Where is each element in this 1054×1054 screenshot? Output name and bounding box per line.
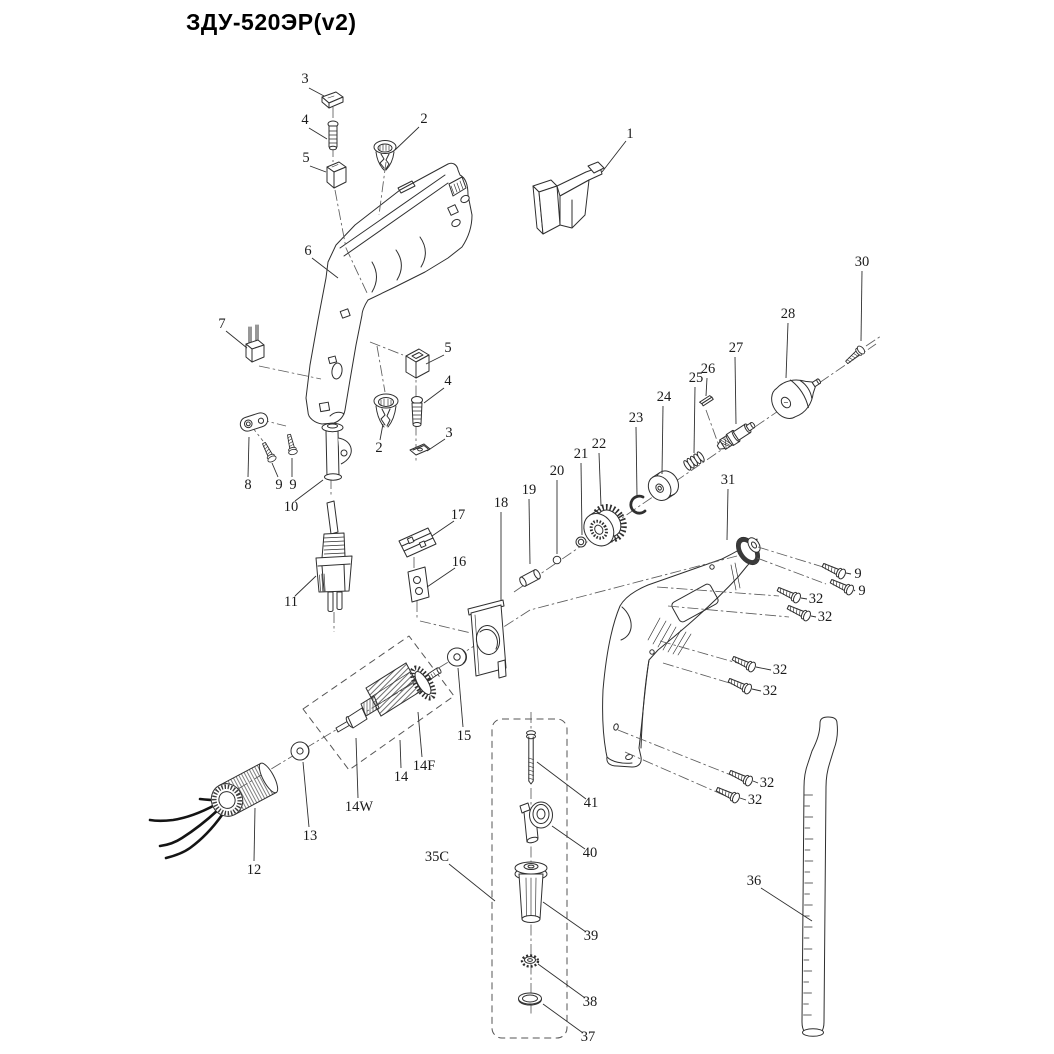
svg-text:41: 41 [583, 795, 599, 811]
svg-text:16: 16 [451, 554, 467, 570]
svg-text:31: 31 [720, 472, 736, 488]
part-31-housing-right-half [603, 533, 765, 767]
callout-9-right-1 [846, 566, 862, 582]
callout-15 [457, 668, 472, 744]
svg-text:27: 27 [728, 340, 744, 356]
svg-text:5: 5 [302, 150, 310, 166]
callout-28 [781, 306, 796, 378]
svg-text:37: 37 [580, 1029, 596, 1045]
part-18-bearing-bracket [468, 600, 506, 678]
part-37-handle-cap [519, 993, 542, 1005]
part-2-brush-cap-top [374, 141, 396, 171]
part-20-ball [553, 556, 561, 564]
callout-25 [689, 370, 704, 453]
part-9-screw-left-2 [285, 434, 298, 456]
svg-text:32: 32 [762, 683, 778, 699]
callout-9-right-2 [854, 583, 866, 599]
part-26-key [700, 395, 714, 406]
part-17-brush-holder [399, 528, 436, 557]
svg-text:21: 21 [573, 446, 589, 462]
callout-20 [550, 463, 565, 554]
svg-text:3: 3 [445, 425, 453, 441]
svg-text:35C: 35C [424, 849, 450, 865]
callout-9-left-1 [272, 463, 283, 493]
callout-13 [303, 762, 318, 844]
svg-text:4: 4 [301, 112, 309, 128]
svg-text:8: 8 [244, 477, 252, 493]
callout-3-lower [427, 425, 453, 451]
part-32-screw-4 [727, 675, 753, 695]
part-9-screw-right-2 [829, 576, 855, 596]
svg-text:7: 7 [218, 316, 226, 332]
svg-text:10: 10 [283, 499, 299, 515]
part-14-armature [336, 663, 442, 732]
svg-text:25: 25 [688, 370, 704, 386]
part-9-screw-right-1 [821, 560, 847, 580]
svg-text:32: 32 [772, 662, 788, 678]
part-23-circlip [631, 496, 645, 513]
callout-14 [394, 740, 409, 785]
callout-32-3 [756, 662, 787, 678]
callout-30 [855, 254, 870, 341]
part-32-screw-3 [731, 653, 757, 673]
svg-text:32: 32 [759, 775, 775, 791]
callout-3-top [301, 71, 324, 96]
svg-text:3: 3 [301, 71, 309, 87]
part-32-screw-5 [728, 767, 754, 787]
callout-37 [543, 1004, 595, 1045]
part-5-switch-block-lower [406, 349, 429, 378]
part-28-drill-chuck [765, 366, 829, 425]
part-32-screw-6 [715, 784, 741, 804]
svg-text:2: 2 [375, 440, 383, 456]
svg-text:12: 12 [246, 862, 262, 878]
part-25-spring [683, 451, 706, 471]
part-7-terminal-block [246, 325, 264, 362]
svg-text:9: 9 [289, 477, 297, 493]
svg-text:24: 24 [656, 389, 672, 405]
callout-19 [522, 482, 537, 564]
callout-23 [629, 410, 644, 496]
callout-4-top [301, 112, 327, 139]
svg-text:23: 23 [628, 410, 644, 426]
svg-text:15: 15 [456, 728, 472, 744]
callout-32-6 [740, 792, 762, 808]
callout-18 [494, 495, 509, 601]
callout-27 [729, 340, 744, 424]
part-11-power-plug [316, 501, 352, 612]
svg-text:1: 1 [626, 126, 634, 142]
page-title: ЗДУ-520ЭР(v2) [186, 9, 357, 35]
callout-5-top [302, 150, 326, 172]
part-10-cord-guard [322, 423, 351, 480]
callout-2-lower [375, 424, 383, 456]
part-2-brush-cap-lower [374, 394, 398, 427]
svg-text:13: 13 [302, 828, 318, 844]
svg-text:4: 4 [444, 373, 452, 389]
callout-40 [552, 826, 597, 861]
callout-32-5 [753, 775, 774, 791]
svg-text:38: 38 [582, 994, 598, 1010]
svg-text:39: 39 [583, 928, 599, 944]
callout-31 [721, 472, 736, 540]
svg-text:30: 30 [854, 254, 870, 270]
svg-text:9: 9 [854, 566, 862, 582]
part-16-holder-bracket [408, 567, 429, 602]
callout-24 [657, 389, 672, 474]
svg-text:32: 32 [808, 591, 824, 607]
part-13-bearing-front [291, 742, 309, 760]
callout-16 [427, 554, 466, 587]
callout-38 [538, 964, 597, 1010]
svg-text:9: 9 [275, 477, 283, 493]
callout-22 [592, 436, 607, 506]
callout-32-1 [801, 591, 823, 607]
callout-36 [747, 873, 812, 921]
callout-8 [244, 437, 251, 493]
part-38-lock-nut [522, 956, 538, 967]
svg-text:5: 5 [444, 340, 452, 356]
part-3-cap-top [322, 92, 343, 108]
part-19-pin [518, 569, 541, 588]
part-3-cap-lower [410, 444, 430, 455]
svg-text:17: 17 [450, 507, 466, 523]
svg-text:20: 20 [549, 463, 565, 479]
part-5-switch-block-top [327, 162, 346, 188]
callout-2-top [395, 111, 428, 150]
svg-text:22: 22 [591, 436, 607, 452]
svg-text:11: 11 [284, 594, 298, 610]
part-41-handle-bolt [527, 731, 536, 784]
svg-text:32: 32 [817, 609, 833, 625]
svg-text:18: 18 [493, 495, 509, 511]
svg-text:28: 28 [780, 306, 796, 322]
part-40-handle-clamp [520, 802, 553, 844]
callout-32-2 [811, 609, 832, 625]
callout-39 [543, 902, 598, 944]
part-8-cord-clamp-plate [239, 411, 270, 433]
svg-text:32: 32 [747, 792, 763, 808]
part-1-trigger-switch [533, 162, 604, 234]
callout-11 [284, 576, 316, 610]
callout-32-4 [752, 683, 777, 699]
part-21-washer-ring [576, 537, 586, 547]
part-36-depth-gauge-rod [802, 717, 837, 1036]
svg-text:36: 36 [746, 873, 762, 889]
part-9-screw-left-1 [260, 441, 277, 463]
callout-1 [602, 126, 634, 172]
callout-7 [218, 316, 247, 348]
callout-4-lower [424, 373, 452, 403]
svg-text:14: 14 [393, 769, 409, 785]
part-12-stator [150, 761, 281, 858]
callout-5-lower [426, 340, 452, 364]
callout-35C [425, 849, 495, 901]
part-4-brush-plunger-lower [412, 397, 423, 427]
svg-text:9: 9 [858, 583, 866, 599]
callout-12 [247, 808, 262, 878]
part-32-screw-1 [776, 584, 802, 604]
svg-text:19: 19 [521, 482, 537, 498]
callout-9-left-2 [289, 458, 296, 493]
svg-text:14W: 14W [344, 799, 374, 815]
part-30-chuck-screw [844, 345, 866, 366]
svg-text:14F: 14F [412, 758, 436, 774]
svg-text:26: 26 [700, 361, 716, 377]
part-15-bearing-rear [448, 648, 467, 666]
svg-text:2: 2 [420, 111, 428, 127]
callout-17 [432, 507, 465, 536]
callout-14W [345, 738, 374, 815]
callout-14F [413, 712, 436, 774]
part-39-handle-grip [515, 862, 547, 923]
svg-text:6: 6 [304, 243, 312, 259]
svg-text:40: 40 [582, 845, 598, 861]
part-4-brush-plunger-top [328, 121, 338, 150]
